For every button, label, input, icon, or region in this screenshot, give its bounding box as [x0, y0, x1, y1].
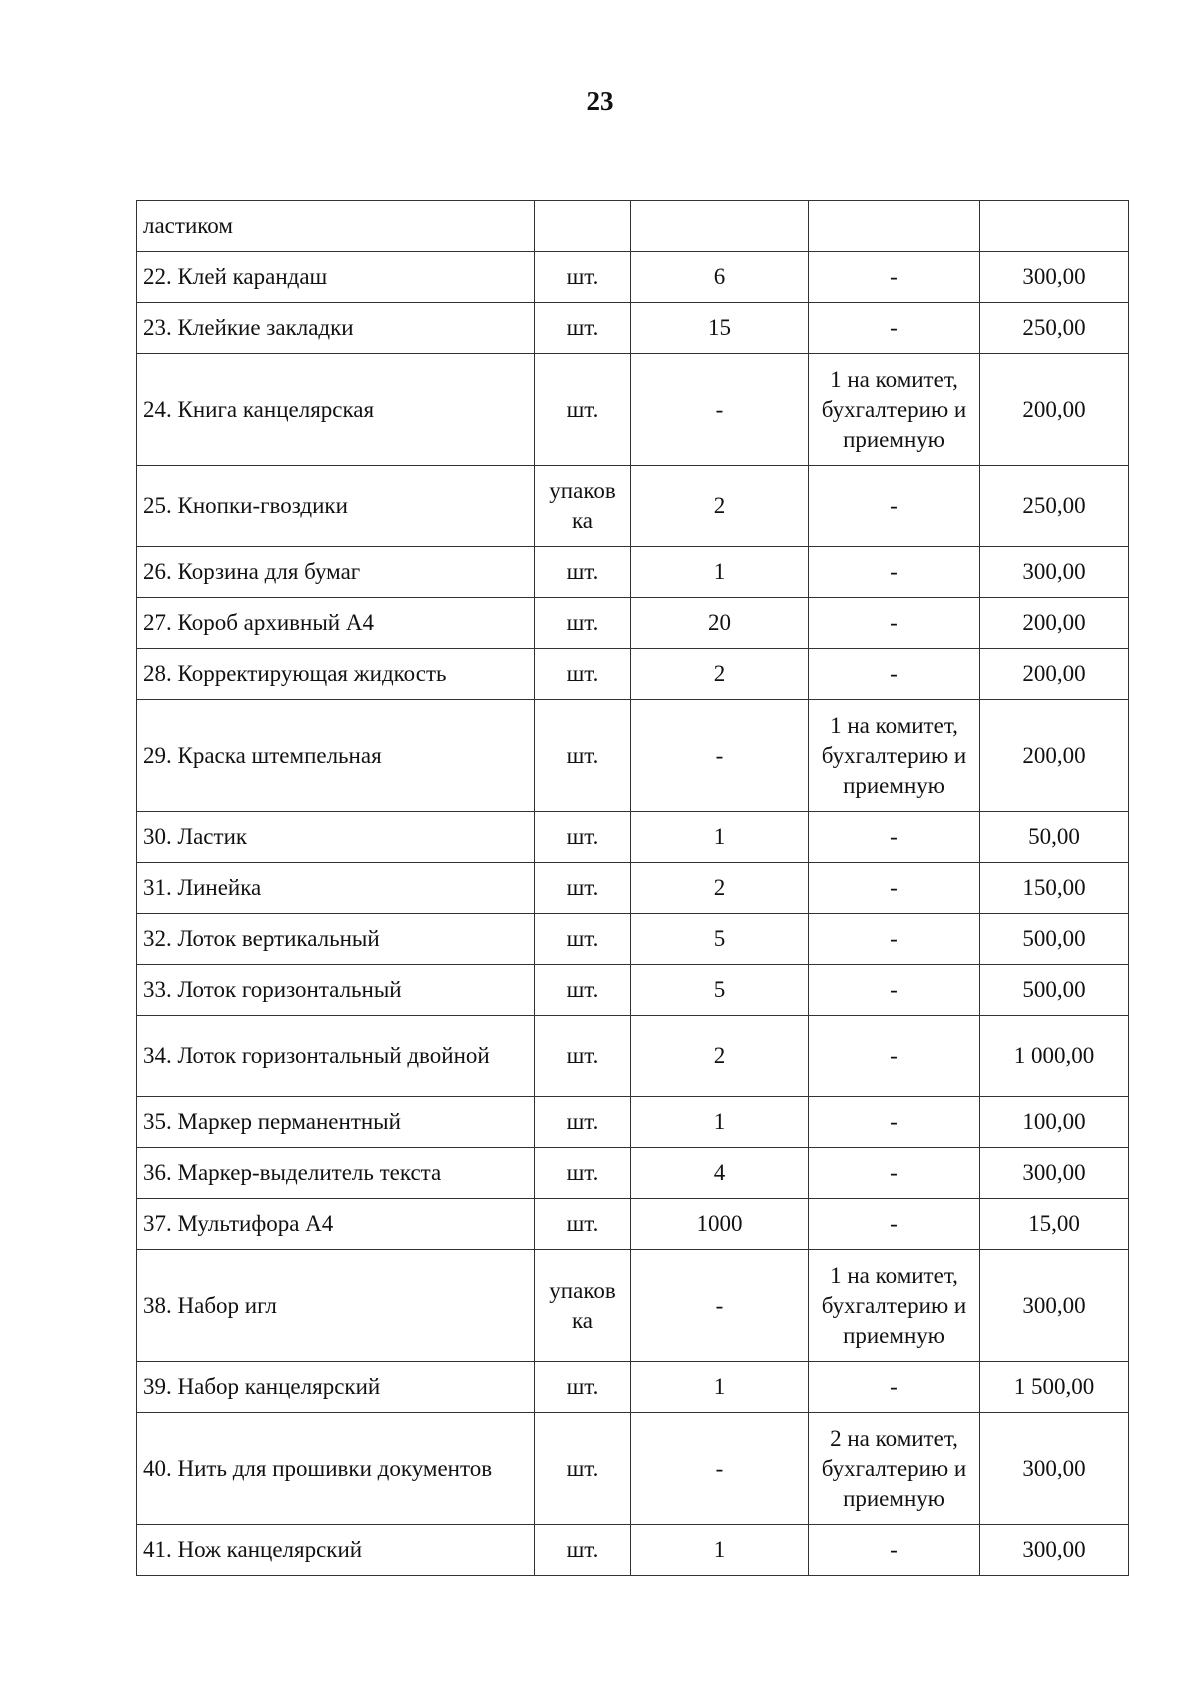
table-row [137, 914, 1129, 965]
item-name-cell: 31. Линейка [137, 863, 535, 914]
unit-cell: шт. [535, 863, 631, 914]
table-row [137, 354, 1129, 466]
table-row [137, 1097, 1129, 1148]
quantity-cell [631, 201, 809, 252]
quantity-cell: - [631, 1250, 809, 1362]
table-row [137, 812, 1129, 863]
price-cell: 150,00 [980, 863, 1129, 914]
allocation-cell: - [809, 812, 980, 863]
item-name-cell: 33. Лоток горизонтальный [137, 965, 535, 1016]
unit-cell: шт. [535, 598, 631, 649]
unit-cell: шт. [535, 1413, 631, 1525]
allocation-cell: - [809, 1199, 980, 1250]
allocation-cell: - [809, 914, 980, 965]
item-name-cell: 32. Лоток вертикальный [137, 914, 535, 965]
page-number: 23 [586, 86, 614, 116]
item-name-cell: 28. Корректирующая жидкость [137, 649, 535, 700]
table-row [137, 1016, 1129, 1097]
price-cell: 200,00 [980, 598, 1129, 649]
unit-cell: шт. [535, 1362, 631, 1413]
item-name-cell: 37. Мультифора А4 [137, 1199, 535, 1250]
table-row [137, 598, 1129, 649]
unit-cell: шт. [535, 914, 631, 965]
allocation-cell: 1 на комитет, бухгалтерию и приемную [809, 1250, 980, 1362]
unit-cell: шт. [535, 1016, 631, 1097]
quantity-cell: 4 [631, 1148, 809, 1199]
item-name-cell: 27. Короб архивный А4 [137, 598, 535, 649]
quantity-cell: 5 [631, 914, 809, 965]
quantity-cell: 1 [631, 812, 809, 863]
price-cell: 250,00 [980, 303, 1129, 354]
unit-cell [535, 201, 631, 252]
allocation-cell: 1 на комитет, бухгалтерию и приемную [809, 700, 980, 812]
quantity-cell: 5 [631, 965, 809, 1016]
allocation-cell: - [809, 863, 980, 914]
allocation-cell: 1 на комитет, бухгалтерию и приемную [809, 354, 980, 466]
table-row [137, 1250, 1129, 1362]
allocation-cell: - [809, 965, 980, 1016]
allocation-cell: - [809, 598, 980, 649]
price-cell: 1 500,00 [980, 1362, 1129, 1413]
allocation-cell: - [809, 1016, 980, 1097]
price-cell: 300,00 [980, 1413, 1129, 1525]
allocation-cell: - [809, 1097, 980, 1148]
quantity-cell: 6 [631, 252, 809, 303]
unit-cell: упаков ка [535, 1250, 631, 1362]
unit-cell: шт. [535, 1525, 631, 1576]
quantity-cell: 2 [631, 1016, 809, 1097]
supply-table [136, 200, 1129, 1576]
price-cell: 250,00 [980, 466, 1129, 547]
price-cell: 300,00 [980, 1250, 1129, 1362]
price-cell: 15,00 [980, 1199, 1129, 1250]
table-row [137, 649, 1129, 700]
item-name-cell: 29. Краска штемпельная [137, 700, 535, 812]
allocation-cell: 2 на комитет, бухгалтерию и приемную [809, 1413, 980, 1525]
item-name-cell: 25. Кнопки-гвоздики [137, 466, 535, 547]
quantity-cell: 1000 [631, 1199, 809, 1250]
price-cell: 200,00 [980, 649, 1129, 700]
item-name-cell: 24. Книга канцелярская [137, 354, 535, 466]
table-row [137, 1525, 1129, 1576]
table-row [137, 303, 1129, 354]
table-row [137, 547, 1129, 598]
quantity-cell: - [631, 354, 809, 466]
allocation-cell: - [809, 303, 980, 354]
unit-cell: шт. [535, 303, 631, 354]
quantity-cell: - [631, 1413, 809, 1525]
allocation-cell: - [809, 649, 980, 700]
quantity-cell: 20 [631, 598, 809, 649]
allocation-cell: - [809, 466, 980, 547]
item-name-cell: 40. Нить для прошивки документов [137, 1413, 535, 1525]
price-cell: 100,00 [980, 1097, 1129, 1148]
price-cell: 300,00 [980, 1148, 1129, 1199]
quantity-cell: 1 [631, 1097, 809, 1148]
item-name-cell: 39. Набор канцелярский [137, 1362, 535, 1413]
price-cell: 300,00 [980, 1525, 1129, 1576]
item-name-cell: 38. Набор игл [137, 1250, 535, 1362]
unit-cell: шт. [535, 252, 631, 303]
table-row [137, 1413, 1129, 1525]
quantity-cell: 2 [631, 466, 809, 547]
item-name-cell: 23. Клейкие закладки [137, 303, 535, 354]
price-cell: 1 000,00 [980, 1016, 1129, 1097]
table-row [137, 1148, 1129, 1199]
item-name-cell: ластиком [137, 201, 535, 252]
unit-cell: шт. [535, 1097, 631, 1148]
item-name-cell: 36. Маркер-выделитель текста [137, 1148, 535, 1199]
unit-cell: шт. [535, 812, 631, 863]
item-name-cell: 41. Нож канцелярский [137, 1525, 535, 1576]
unit-cell: упаков ка [535, 466, 631, 547]
allocation-cell: - [809, 1525, 980, 1576]
table-row [137, 863, 1129, 914]
price-cell: 500,00 [980, 914, 1129, 965]
unit-cell: шт. [535, 649, 631, 700]
table-row [137, 965, 1129, 1016]
table-row [137, 1199, 1129, 1250]
quantity-cell: 1 [631, 1525, 809, 1576]
price-cell: 200,00 [980, 354, 1129, 466]
unit-cell: шт. [535, 354, 631, 466]
quantity-cell: 1 [631, 1362, 809, 1413]
allocation-cell: - [809, 252, 980, 303]
quantity-cell: 1 [631, 547, 809, 598]
table-row [137, 700, 1129, 812]
price-cell: 500,00 [980, 965, 1129, 1016]
table-row [137, 466, 1129, 547]
price-cell: 200,00 [980, 700, 1129, 812]
table-row [137, 1362, 1129, 1413]
allocation-cell: - [809, 1362, 980, 1413]
item-name-cell: 30. Ластик [137, 812, 535, 863]
table-row [137, 252, 1129, 303]
allocation-cell: - [809, 1148, 980, 1199]
item-name-cell: 35. Маркер перманентный [137, 1097, 535, 1148]
item-name-cell: 34. Лоток горизонтальный двойной [137, 1016, 535, 1097]
unit-cell: шт. [535, 1148, 631, 1199]
allocation-cell: - [809, 547, 980, 598]
quantity-cell: 15 [631, 303, 809, 354]
price-cell: 300,00 [980, 252, 1129, 303]
quantity-cell: - [631, 700, 809, 812]
table-row [137, 201, 1129, 252]
price-cell: 300,00 [980, 547, 1129, 598]
price-cell: 50,00 [980, 812, 1129, 863]
quantity-cell: 2 [631, 649, 809, 700]
unit-cell: шт. [535, 1199, 631, 1250]
quantity-cell: 2 [631, 863, 809, 914]
item-name-cell: 26. Корзина для бумаг [137, 547, 535, 598]
allocation-cell [809, 201, 980, 252]
item-name-cell: 22. Клей карандаш [137, 252, 535, 303]
price-cell [980, 201, 1129, 252]
unit-cell: шт. [535, 965, 631, 1016]
unit-cell: шт. [535, 547, 631, 598]
unit-cell: шт. [535, 700, 631, 812]
